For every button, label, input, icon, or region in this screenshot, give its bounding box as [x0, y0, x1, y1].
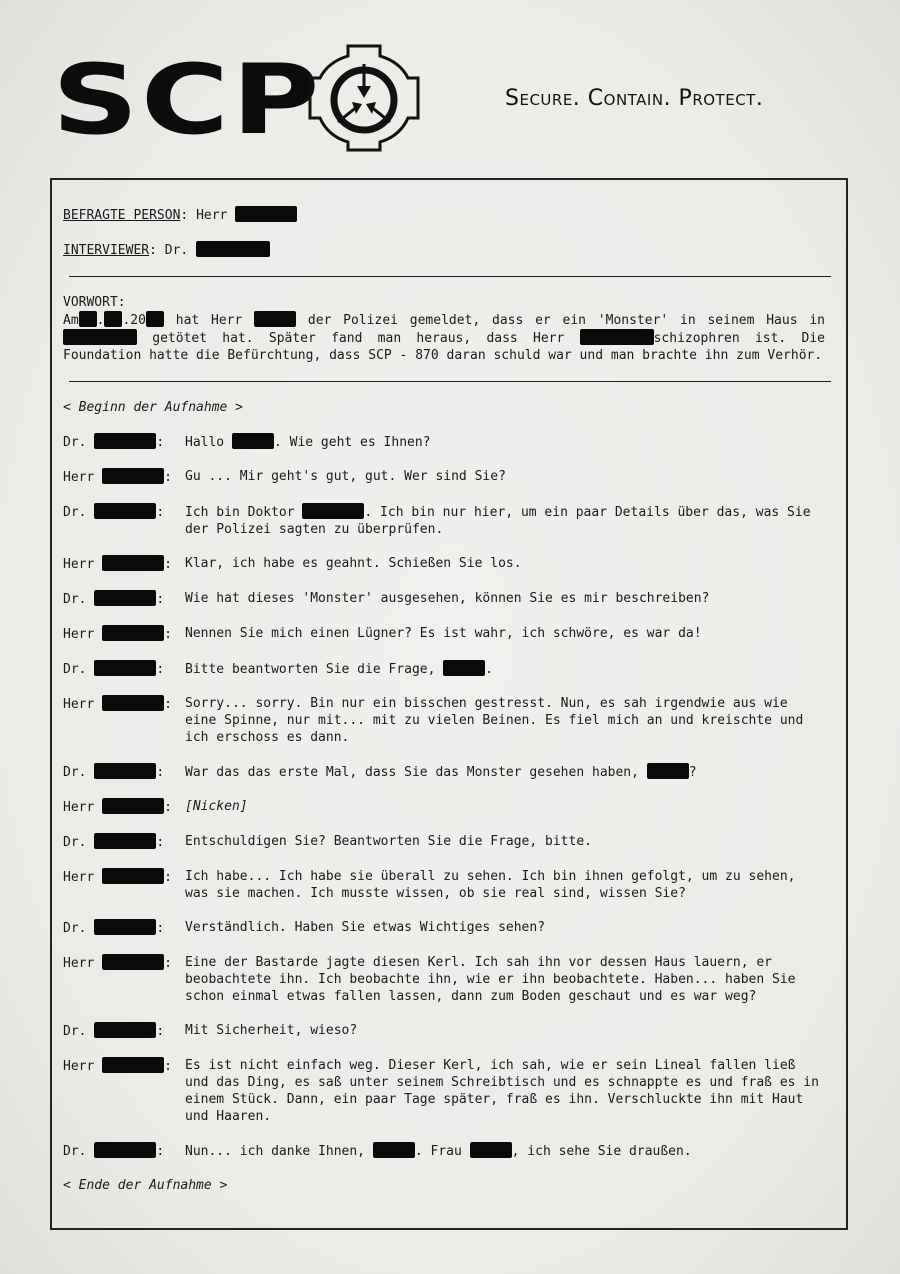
speaker: Dr. : [63, 435, 165, 450]
redaction [102, 868, 164, 884]
redaction [196, 241, 270, 257]
dialogue-list [63, 433, 825, 1160]
speaker-title: Dr. [63, 505, 87, 520]
dialogue-text [185, 954, 825, 1005]
redaction [443, 660, 485, 676]
text-segment: Ich habe... Ich habe sie überall zu sehen. Ich bin ihnen gefolgt, um zu sehen, was sie machen. Ich musste wissen, ob sie real sind, wissen Sie? [185, 869, 796, 901]
text-segment: . Frau [414, 1144, 470, 1159]
redaction [102, 555, 164, 571]
text-segment: Hallo [185, 435, 232, 450]
redaction [94, 590, 156, 606]
speaker-title: Dr. [63, 765, 87, 780]
text-segment: Klar, ich habe es geahnt. Schießen Sie los. [185, 556, 522, 571]
text-segment: ? [688, 765, 697, 780]
interviewer-value: Dr. [164, 243, 189, 258]
dialogue-text [185, 833, 825, 851]
dialogue-row [63, 833, 825, 851]
speaker-title: Dr. [63, 592, 87, 607]
dialogue-text [185, 590, 825, 608]
dialogue-text [185, 503, 825, 538]
speaker: Herr : [63, 697, 172, 712]
speaker-title: Herr [63, 1059, 95, 1074]
text-segment: hat Herr [163, 313, 255, 328]
text-segment: .20 [122, 313, 146, 328]
speaker: Dr. : [63, 1024, 165, 1039]
speaker: Dr. : [63, 921, 165, 936]
dialogue-text [185, 555, 825, 573]
redaction [647, 763, 689, 779]
redaction [94, 1022, 156, 1038]
dialogue-row [63, 919, 825, 937]
divider [69, 381, 831, 382]
dialogue-text [185, 1022, 825, 1040]
dialogue-row [63, 503, 825, 538]
speaker: Dr. : [63, 835, 165, 850]
text-segment: . Ich bin nur hier, um ein paar Details über das, was Sie der Polizei sagten zu überprüfen. [185, 505, 811, 537]
redaction [94, 919, 156, 935]
dialogue-text [185, 1057, 825, 1125]
text-segment: [Nicken] [185, 799, 248, 814]
text-segment: Sorry... sorry. Bin nur ein bisschen gestresst. Nun, es sah irgendwie aus wie eine Spinne, nur mit... mit zu vielen Beinen. Es fiel mich an und kreischte und ich erschoss es dann. [185, 696, 804, 745]
redaction [94, 833, 156, 849]
speaker-title: Herr [63, 470, 95, 485]
dialogue-text [185, 695, 825, 746]
foreword-label: VORWORT: [63, 295, 126, 310]
dialogue-row [63, 798, 825, 816]
text-segment: getötet hat. Später fand man heraus, dass Herr [137, 331, 580, 346]
redaction [63, 329, 137, 345]
dialogue-row [63, 660, 825, 678]
redaction [102, 798, 164, 814]
text-segment: . [96, 313, 105, 328]
dialogue-row [63, 433, 825, 451]
redaction [94, 660, 156, 676]
speaker-title: Dr. [63, 921, 87, 936]
text-segment: schizophren ist. Die Foundation hatte die Befürchtung, dass SCP - 870 daran schuld war und man brachte ihn zum Verhör. [63, 331, 825, 363]
text-segment: . Wie geht es Ihnen? [273, 435, 431, 450]
text-segment: Nun... ich danke Ihnen, [185, 1144, 373, 1159]
speaker-title: Herr [63, 956, 95, 971]
dialogue-row [63, 954, 825, 1005]
dialogue-row [63, 468, 825, 486]
dialogue-row [63, 763, 825, 781]
speaker: Herr : [63, 627, 172, 642]
redaction [232, 433, 274, 449]
dialogue-text [185, 433, 825, 451]
dialogue-row [63, 1142, 825, 1160]
speaker: Herr : [63, 956, 172, 971]
redaction [102, 468, 164, 484]
dialogue-row [63, 555, 825, 573]
speaker: Herr : [63, 800, 172, 815]
speaker-title: Dr. [63, 835, 87, 850]
speaker: Herr : [63, 1059, 172, 1074]
speaker: Herr : [63, 557, 172, 572]
text-segment: Am [63, 313, 79, 328]
speaker: Dr. : [63, 592, 165, 607]
speaker: Dr. : [63, 662, 165, 677]
speaker-title: Dr. [63, 1144, 87, 1159]
text-segment: Bitte beantworten Sie die Frage, [185, 662, 444, 677]
text-segment: Es ist nicht einfach weg. Dieser Kerl, ich sah, wie er sein Lineal fallen ließ und das Ding, es saß unter seinem Schreibtisch und es schnappte es und fraß es in einem Stück. Dann, ein paar Tage später, fraß es ihn. Verschluckte ihn mit Haut und Haaren. [185, 1058, 819, 1124]
redaction [102, 1057, 164, 1073]
dialogue-row [63, 1022, 825, 1040]
dialogue-row [63, 625, 825, 643]
redaction [94, 763, 156, 779]
redaction [146, 311, 164, 327]
dialogue-text [185, 468, 825, 486]
redaction [254, 311, 296, 327]
interviewer-label: INTERVIEWER [63, 243, 150, 258]
redaction [104, 311, 122, 327]
dialogue-text [185, 660, 825, 678]
speaker-title: Herr [63, 870, 95, 885]
dialogue-text [185, 919, 825, 937]
dialogue-row [63, 868, 825, 902]
text-segment: Ich bin Doktor [185, 505, 303, 520]
speaker: Dr. : [63, 765, 165, 780]
dialogue-text [185, 798, 825, 816]
dialogue-row [63, 1057, 825, 1125]
dialogue-row [63, 695, 825, 746]
text-segment: Nennen Sie mich einen Lügner? Es ist wahr, ich schwöre, es war da! [185, 626, 702, 641]
speaker-title: Dr. [63, 662, 87, 677]
divider [69, 276, 831, 277]
redaction [373, 1142, 415, 1158]
dialogue-text [185, 868, 825, 902]
interview-content [63, 206, 825, 1211]
redaction [102, 954, 164, 970]
redaction [580, 329, 654, 345]
scp-logo-text: SCP [52, 44, 322, 156]
redaction [470, 1142, 512, 1158]
speaker-title: Herr [63, 627, 95, 642]
text-segment: Wie hat dieses 'Monster' ausgesehen, können Sie es mir beschreiben? [185, 591, 710, 606]
dialogue-text [185, 1142, 825, 1160]
text-segment: Eine der Bastarde jagte diesen Kerl. Ich sah ihn vor dessen Haus lauern, er beobachtete ihn. Ich beobachte ihn, wie er ihn beobachtete. Haben... haben Sie schon einmal etwas fallen lassen, dann zum Boden geschaut und es war weg? [185, 955, 796, 1004]
speaker: Dr. : [63, 1144, 165, 1159]
speaker-title: Herr [63, 697, 95, 712]
interviewer-field: INTERVIEWER: Dr. [63, 241, 825, 259]
foreword-text [63, 311, 825, 364]
speaker-title: Dr. [63, 1024, 87, 1039]
text-segment: der Polizei gemeldet, dass er ein 'Monster' in seinem Haus in [296, 313, 825, 328]
tagline: Secure. Contain. Protect. [505, 86, 764, 111]
redaction [302, 503, 364, 519]
recording-start: < Beginn der Aufnahme > [63, 400, 244, 415]
speaker-title: Herr [63, 800, 95, 815]
dialogue-text [185, 763, 825, 781]
speaker: Dr. : [63, 505, 165, 520]
redaction [235, 206, 297, 222]
text-segment: War das das erste Mal, dass Sie das Monster gesehen haben, [185, 765, 647, 780]
speaker: Herr : [63, 870, 172, 885]
speaker: Herr : [63, 470, 172, 485]
text-segment: , ich sehe Sie draußen. [511, 1144, 692, 1159]
interviewee-field: BEFRAGTE PERSON: Herr [63, 206, 825, 224]
speaker-title: Dr. [63, 435, 87, 450]
text-segment: Mit Sicherheit, wieso? [185, 1023, 358, 1038]
recording-end: < Ende der Aufnahme > [63, 1178, 228, 1193]
redaction [94, 433, 156, 449]
scp-emblem-icon [308, 42, 420, 154]
text-segment: Entschuldigen Sie? Beantworten Sie die Frage, bitte. [185, 834, 592, 849]
text-segment: Verständlich. Haben Sie etwas Wichtiges sehen? [185, 920, 546, 935]
redaction [102, 695, 164, 711]
redaction [102, 625, 164, 641]
interviewee-label: BEFRAGTE PERSON [63, 208, 181, 223]
redaction [79, 311, 97, 327]
dialogue-row [63, 590, 825, 608]
text-segment: . [485, 662, 494, 677]
interviewee-value: Herr [196, 208, 228, 223]
speaker-title: Herr [63, 557, 95, 572]
redaction [94, 503, 156, 519]
dialogue-text [185, 625, 825, 643]
redaction [94, 1142, 156, 1158]
text-segment: Gu ... Mir geht's gut, gut. Wer sind Sie? [185, 469, 506, 484]
